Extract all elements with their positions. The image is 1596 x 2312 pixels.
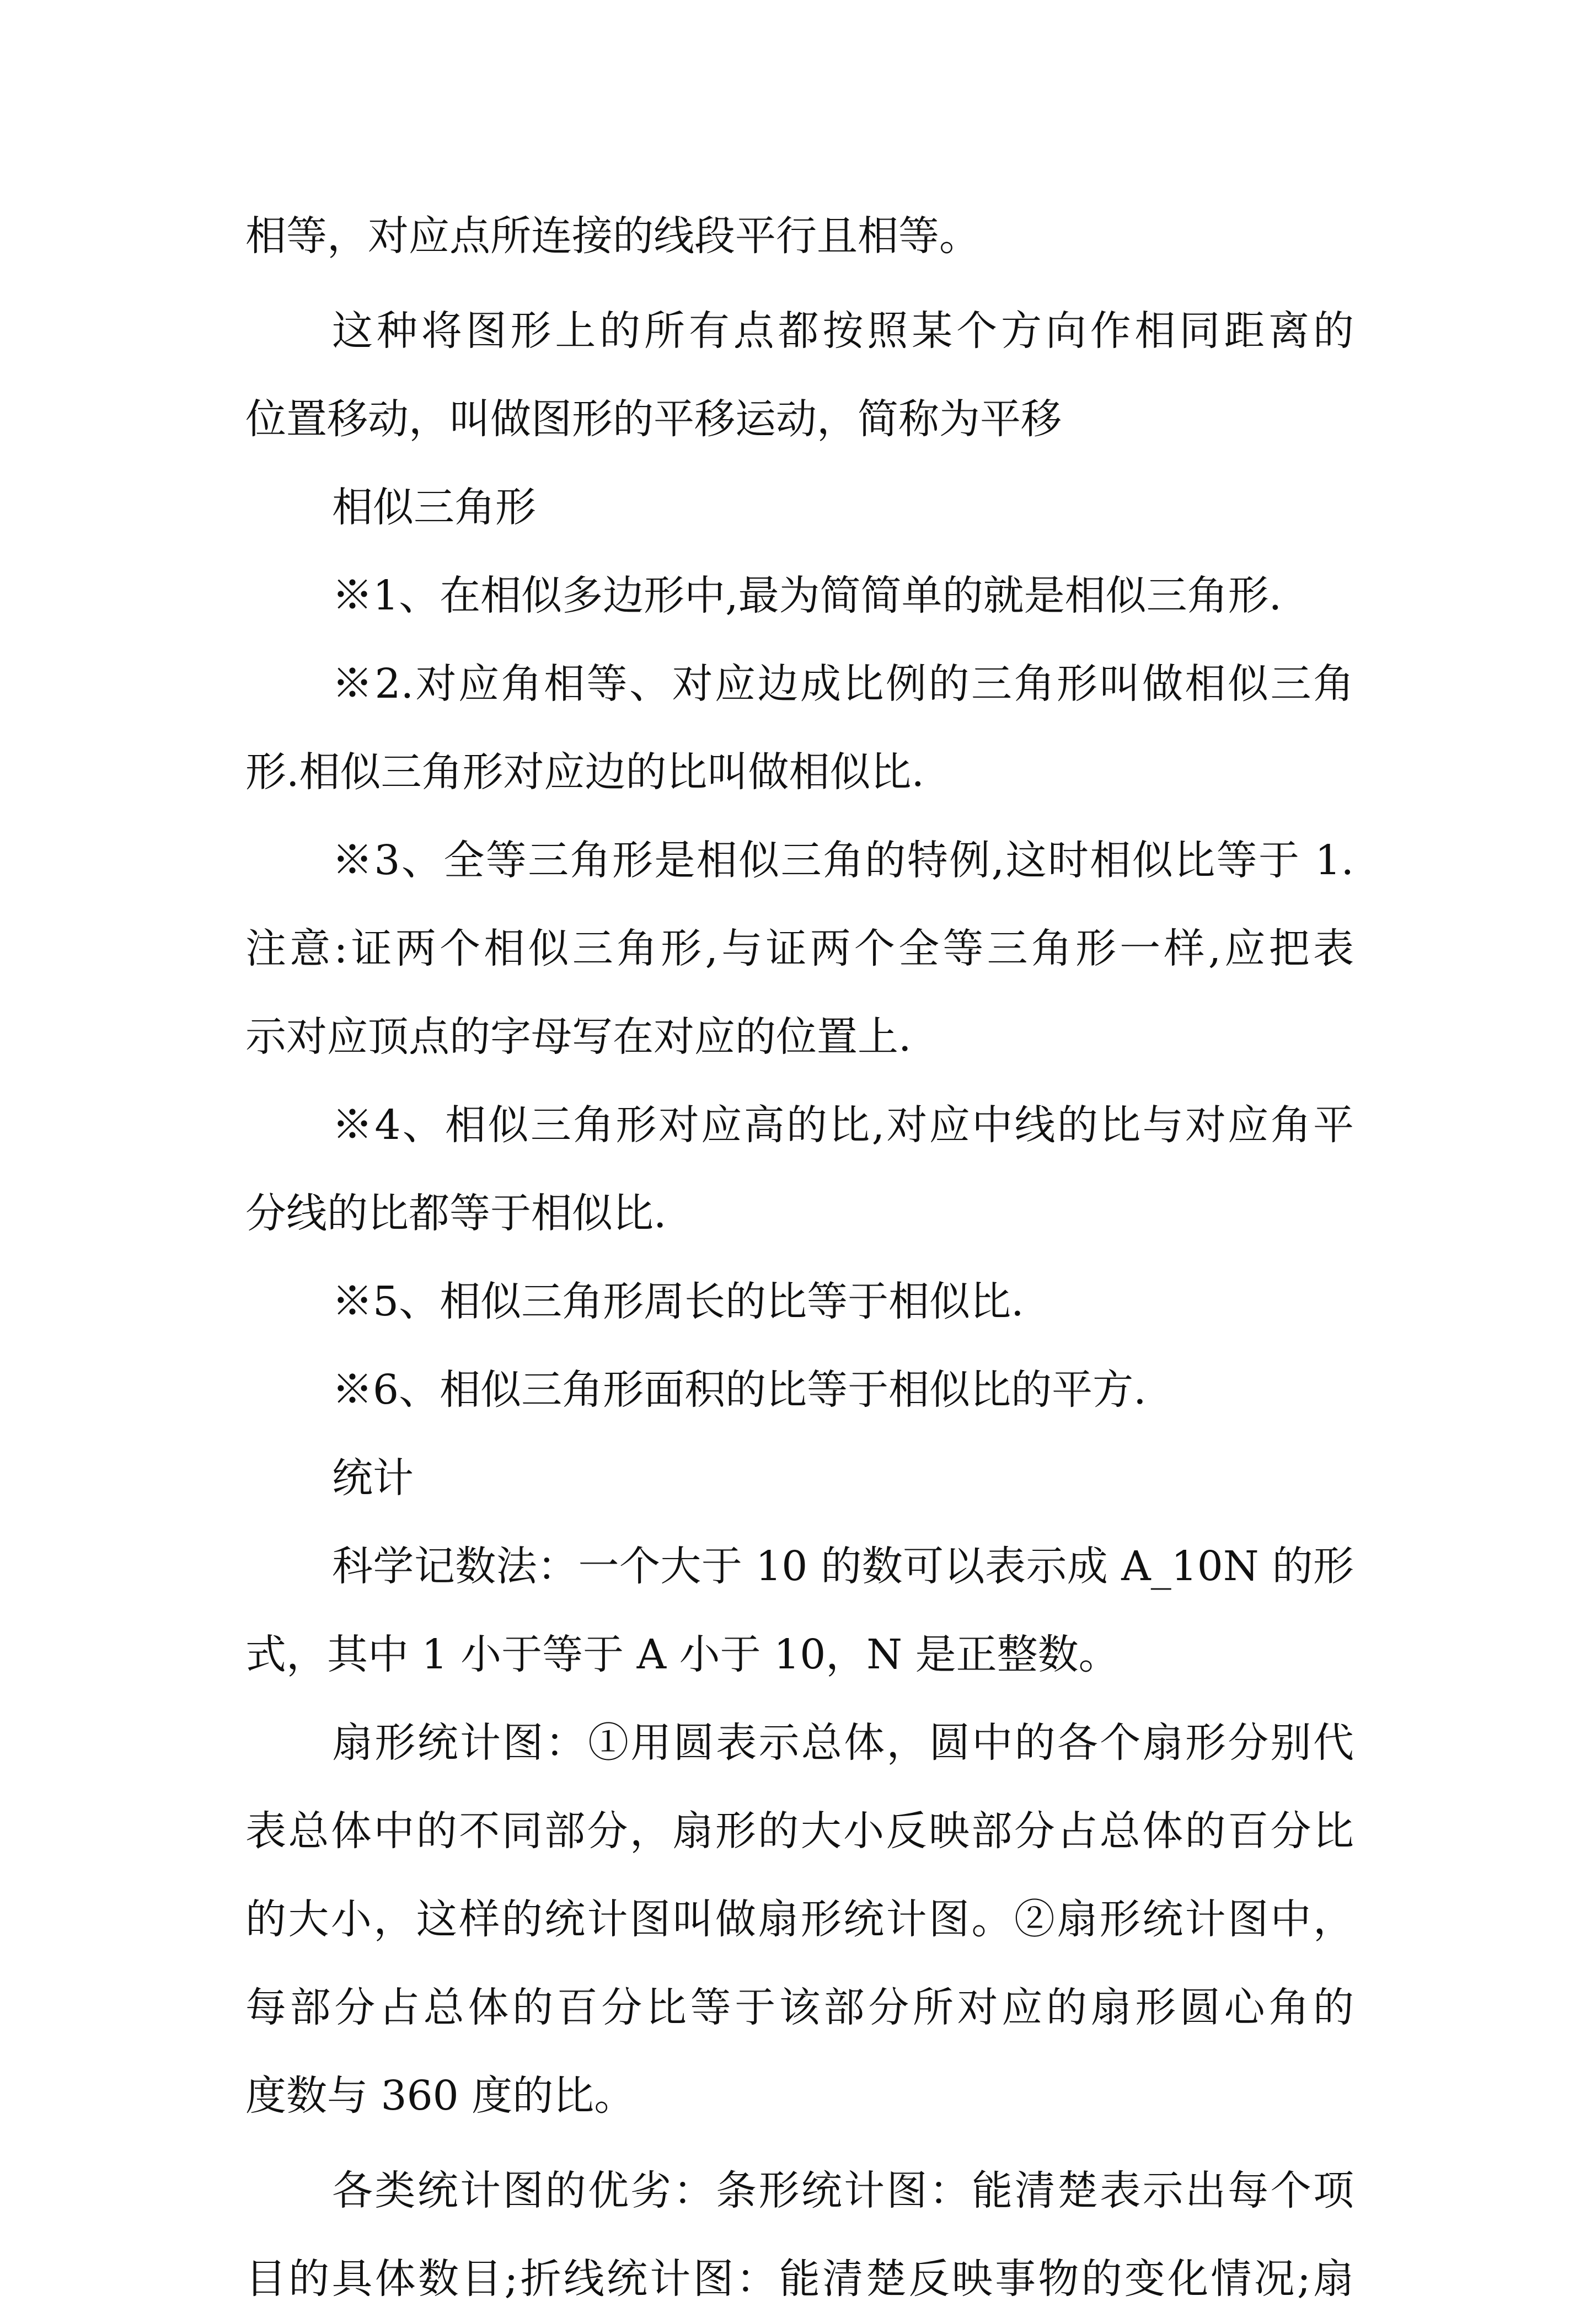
text-line: ※3、全等三角形是相似三角的特例,这时相似比等于 1. [332,837,1354,884]
text-line: ※1、在相似多边形中,最为简简单的就是相似三角形. [332,572,1282,619]
text-line: 的大小，这样的统计图叫做扇形统计图。②扇形统计图中， [245,1896,1354,1943]
text-line: 这种将图形上的所有点都按照某个方向作相同距离的 [332,307,1354,355]
text-line: ※4、相似三角形对应高的比,对应中线的比与对应角平 [332,1101,1354,1149]
text-line: 式，其中 1 小于等于 A 小于 10，N 是正整数。 [245,1631,1120,1678]
text-line: ※2.对应角相等、对应边成比例的三角形叫做相似三角 [332,660,1354,708]
text-line: 每部分占总体的百分比等于该部分所对应的扇形圆心角的 [245,1984,1354,2031]
text-line: 分线的比都等于相似比. [245,1190,667,1237]
text-line: 扇形统计图：①用圆表示总体，圆中的各个扇形分别代 [332,1719,1354,1767]
section-heading: 相似三角形 [332,484,536,531]
section-heading: 统计 [332,1454,414,1502]
text-line: 示对应顶点的字母写在对应的位置上. [245,1013,912,1061]
text-line: 相等，对应点所连接的线段平行且相等。 [245,212,980,260]
text-line: 各类统计图的优劣：条形统计图：能清楚表示出每个项 [332,2167,1354,2214]
text-line: 位置移动，叫做图形的平移运动，简称为平移 [245,395,1062,443]
text-line: 注意:证两个相似三角形,与证两个全等三角形一样,应把表 [245,925,1354,972]
text-line: 科学记数法：一个大于 10 的数可以表示成 A_10N 的形 [332,1543,1354,1590]
text-line: 表总体中的不同部分，扇形的大小反映部分占总体的百分比 [245,1807,1354,1855]
text-line: ※5、相似三角形周长的比等于相似比. [332,1278,1024,1325]
text-line: ※6、相似三角形面积的比等于相似比的平方. [332,1366,1147,1414]
text-line: 目的具体数目;折线统计图：能清楚反映事物的变化情况;扇 [245,2255,1354,2303]
text-line: 度数与 360 度的比。 [245,2072,635,2120]
text-line: 形.相似三角形对应边的比叫做相似比. [245,748,925,796]
